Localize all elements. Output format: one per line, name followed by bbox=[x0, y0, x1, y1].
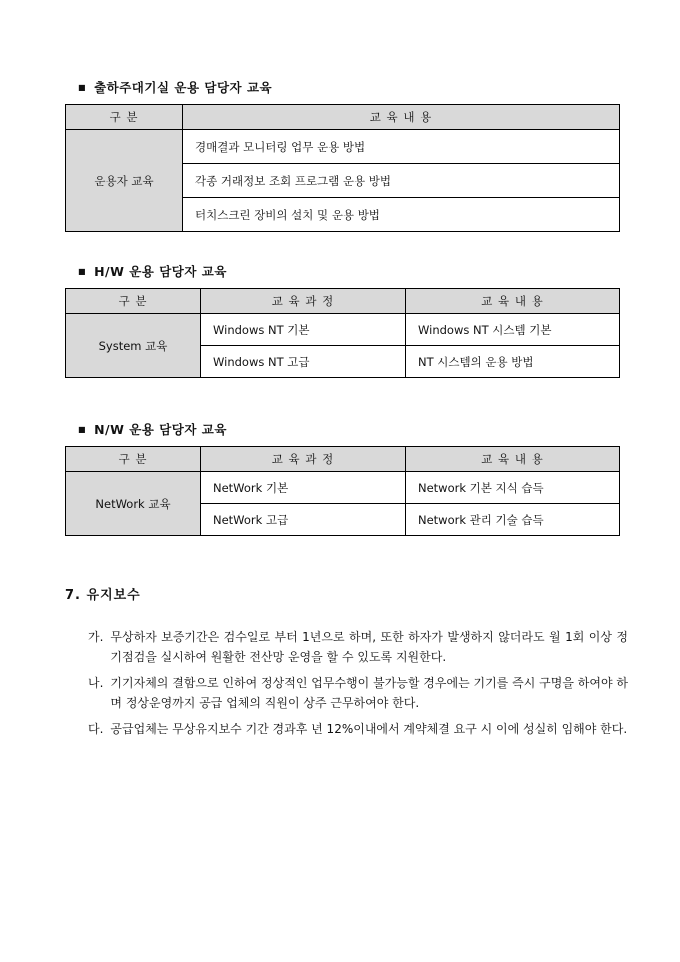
table-cell: 경매결과 모니터링 업무 운용 방법 bbox=[183, 130, 620, 164]
bullet-heading-text: N/W 운용 담당자 교육 bbox=[94, 422, 227, 437]
bullet-heading-text: H/W 운용 담당자 교육 bbox=[94, 264, 227, 279]
group-cell: System 교육 bbox=[66, 314, 201, 378]
nw-training-table bbox=[65, 446, 620, 536]
table-row bbox=[66, 130, 620, 164]
table-header-row bbox=[66, 289, 620, 314]
list-item-label: 나. bbox=[88, 675, 104, 690]
list-item-label: 가. bbox=[88, 630, 104, 644]
bullet-square-icon: ■ bbox=[78, 267, 87, 276]
table-header-row bbox=[66, 447, 620, 472]
bullet-heading-text: 출하주대기실 운용 담당자 교육 bbox=[94, 80, 273, 95]
list-item-text: 공급업체는 무상유지보수 기간 경과후 년 12%이내에서 계약체결 요구 시 이에 성실히 임해야 한다. bbox=[110, 721, 628, 736]
list-item-label: 다. bbox=[88, 721, 104, 736]
header-cell-category: 구 분 bbox=[66, 447, 201, 472]
bullet-heading-nw-training bbox=[78, 420, 622, 438]
header-cell-content: 교 육 내 용 bbox=[406, 447, 620, 472]
table-cell: NetWork 고급 bbox=[201, 504, 406, 536]
table-cell: NT 시스템의 운용 방법 bbox=[406, 346, 620, 378]
bullet-square-icon: ■ bbox=[78, 425, 87, 434]
list-item-text: 기기자체의 결함으로 인하여 정상적인 업무수행이 불가능할 경우에는 기기를 즉시 구명을 하여야 하며 정상운영까지 공급 업체의 직원이 상주 근무하여야 한다. bbox=[110, 675, 628, 711]
list-item bbox=[88, 719, 628, 739]
header-cell-content: 교 육 내 용 bbox=[406, 289, 620, 314]
table-cell: Windows NT 시스템 기본 bbox=[406, 314, 620, 346]
table-cell: Network 관리 기술 습득 bbox=[406, 504, 620, 536]
table-cell: Windows NT 기본 bbox=[201, 314, 406, 346]
header-cell-course: 교 육 과 정 bbox=[201, 447, 406, 472]
bullet-heading-operator-training bbox=[78, 78, 622, 96]
header-cell-course: 교 육 과 정 bbox=[201, 289, 406, 314]
header-cell-category: 구 분 bbox=[66, 105, 183, 130]
table-cell: 터치스크린 장비의 설치 및 운용 방법 bbox=[183, 198, 620, 232]
table-cell: NetWork 기본 bbox=[201, 472, 406, 504]
bullet-heading-hw-training bbox=[78, 262, 622, 280]
bullet-square-icon: ■ bbox=[78, 83, 87, 92]
operator-training-table bbox=[65, 104, 620, 232]
group-cell: NetWork 교육 bbox=[66, 472, 201, 536]
list-item-text: 무상하자 보증기간은 검수일로 부터 1년으로 하며, 또한 하자가 발생하지 않더라도 월 1회 이상 정기점검을 실시하여 원활한 전산망 운영을 할 수 있도록 지원한다. bbox=[110, 630, 628, 665]
list-item bbox=[88, 673, 628, 714]
group-cell: 운용자 교육 bbox=[66, 130, 183, 232]
table-cell: Network 기본 지식 습득 bbox=[406, 472, 620, 504]
table-header-row bbox=[66, 105, 620, 130]
table-row bbox=[66, 314, 620, 346]
header-cell-content: 교 육 내 용 bbox=[183, 105, 620, 130]
list-item bbox=[88, 627, 628, 668]
table-cell: Windows NT 고급 bbox=[201, 346, 406, 378]
table-row bbox=[66, 472, 620, 504]
table-cell: 각종 거래정보 조회 프로그램 운용 방법 bbox=[183, 164, 620, 198]
header-cell-category: 구 분 bbox=[66, 289, 201, 314]
hw-training-table bbox=[65, 288, 620, 378]
section-title-maintenance: 7. 유지보수 bbox=[65, 588, 141, 603]
maintenance-list bbox=[88, 627, 628, 739]
